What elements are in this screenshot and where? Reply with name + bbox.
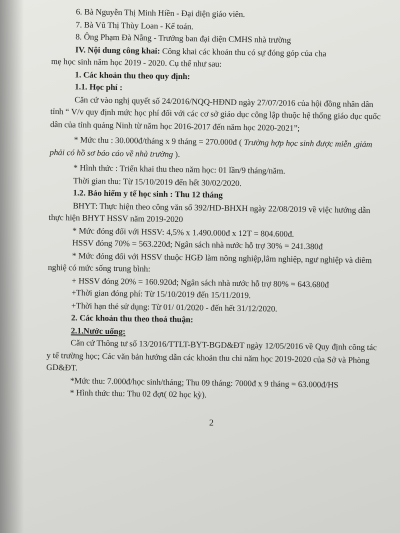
bhyt-card-validity-line: +Thời hạn thẻ sử dụng: Từ 01/ 01/2020 - đến hết 31/12/2020. [71, 300, 278, 314]
heading-2: 2. Các khoản thu theo thoả thuận: [71, 313, 194, 325]
member-line-6: 6. Bà Nguyễn Thị Minh Hiền - Đại diện giáo viên. [75, 7, 246, 20]
heading-1-2: 1.2. Bảo hiểm y tế học sinh : Thu 12 tháng [72, 188, 223, 200]
tuition-rate-paragraph [50, 134, 382, 164]
member-line-7: 7. Bà Vũ Thị Thùy Loan - Kế toán. [75, 19, 194, 31]
page-number: 2 [209, 417, 214, 428]
tuition-method-line: * Hình thức : Triển khai thu theo năm học: 01 lần/9 tháng/năm. [73, 163, 286, 176]
document-body [45, 6, 384, 431]
section-iv-continuation: mẹ học sinh năm học 2019 - 2020. Cụ thể như sau: [51, 56, 222, 69]
bhyt-split-line: HSSV đóng 70% = 563.220đ; Ngân sách nhà nước hỗ trợ 30% = 241.380đ [72, 238, 323, 252]
bhyt-special-paragraph: * Mức đóng đối với HSSV thuộc HGĐ làm nông nghiệp,lâm nghiệp, ngư nghiệp và diêm nghiệ có mức sống trung bình: [47, 250, 372, 274]
bhyt-special-split-line: + HSSV đóng 20% = 160.920đ; Ngân sách nhà nước hỗ trợ 80% = 643.680đ [71, 275, 329, 289]
tuition-period-line: Thời gian thu: Từ 15/10/2019 đến hết 30/02/2020. [73, 175, 242, 188]
page-edge-shadow [0, 0, 24, 533]
tuition-exemption-note: Trường hợp học sinh được miễn ,giảm phải có hồ sơ báo cáo về nhà trường [49, 138, 373, 159]
tuition-basis-paragraph: Căn cứ vào nghị quyết số 24/2016/NQQ-HĐND ngày 27/07/2016 của hội đồng nhân dân tỉnh “ V/v quy định mức học phí đối với các cơ sở giáo dục công lập thuộc hệ thống giáo dục quốc dân của tỉnh quảng Ninh từ năm học 2016-2017 đến năm học 2020-2021”; [50, 94, 381, 133]
water-method-line: * Hình thức thu: Thu 02 đợt( 02 học kỳ). [69, 388, 207, 400]
member-line-8: 8. Ông Phạm Đà Nẵng - Trưởng ban đại diện CMHS nhà trường [75, 32, 291, 45]
water-basis-paragraph: Căn cứ Thông tư số 13/2016/TTLT-BYT-BGD&ĐT ngày 12/05/2016 về Quy định công tác y tế trường học; Các văn bản hướng dẫn các khoản thu chi năm học 2019-2020 của Sở và Phòng GD&ĐT. [46, 338, 377, 373]
tuition-rate-close: ). [172, 149, 181, 159]
section-iv-title: IV. Nội dung công khai: [75, 44, 161, 56]
heading-1: 1. Các khoản thu theo quy định: [74, 69, 191, 81]
heading-1-1: 1.1. Học phí : [74, 82, 123, 93]
water-rate-paragraph: *Mức thu: 7.000đ/học sinh/tháng; Thu 09 tháng: 7000đ x 9 tháng = 63.000đ/HS [70, 375, 339, 390]
section-iv-text: Công khai các khoản thu có sự đóng góp của cha [160, 46, 327, 58]
bhyt-rate-line: * Mức đóng đối với HSSV: 4,5% x 1.490.000đ x 12T = 804.600đ. [72, 225, 295, 239]
heading-2-1: 2.1.Nước uống: [70, 325, 126, 336]
tuition-rate-text: * Mức thu : 30.000đ/tháng x 9 tháng = 270.000đ ( [73, 135, 244, 148]
bhyt-payment-period-line: +Thời gian đóng phí: Từ 15/10/2019 đến 15/11/2019. [71, 288, 251, 301]
bhyt-basis-paragraph: BHYT: Thực hiện theo công văn số 392/HD-BHXH ngày 22/08/2019 về việc hướng dẫn thực hiện BHYT HSSV năm 2019-2020 [48, 200, 371, 225]
